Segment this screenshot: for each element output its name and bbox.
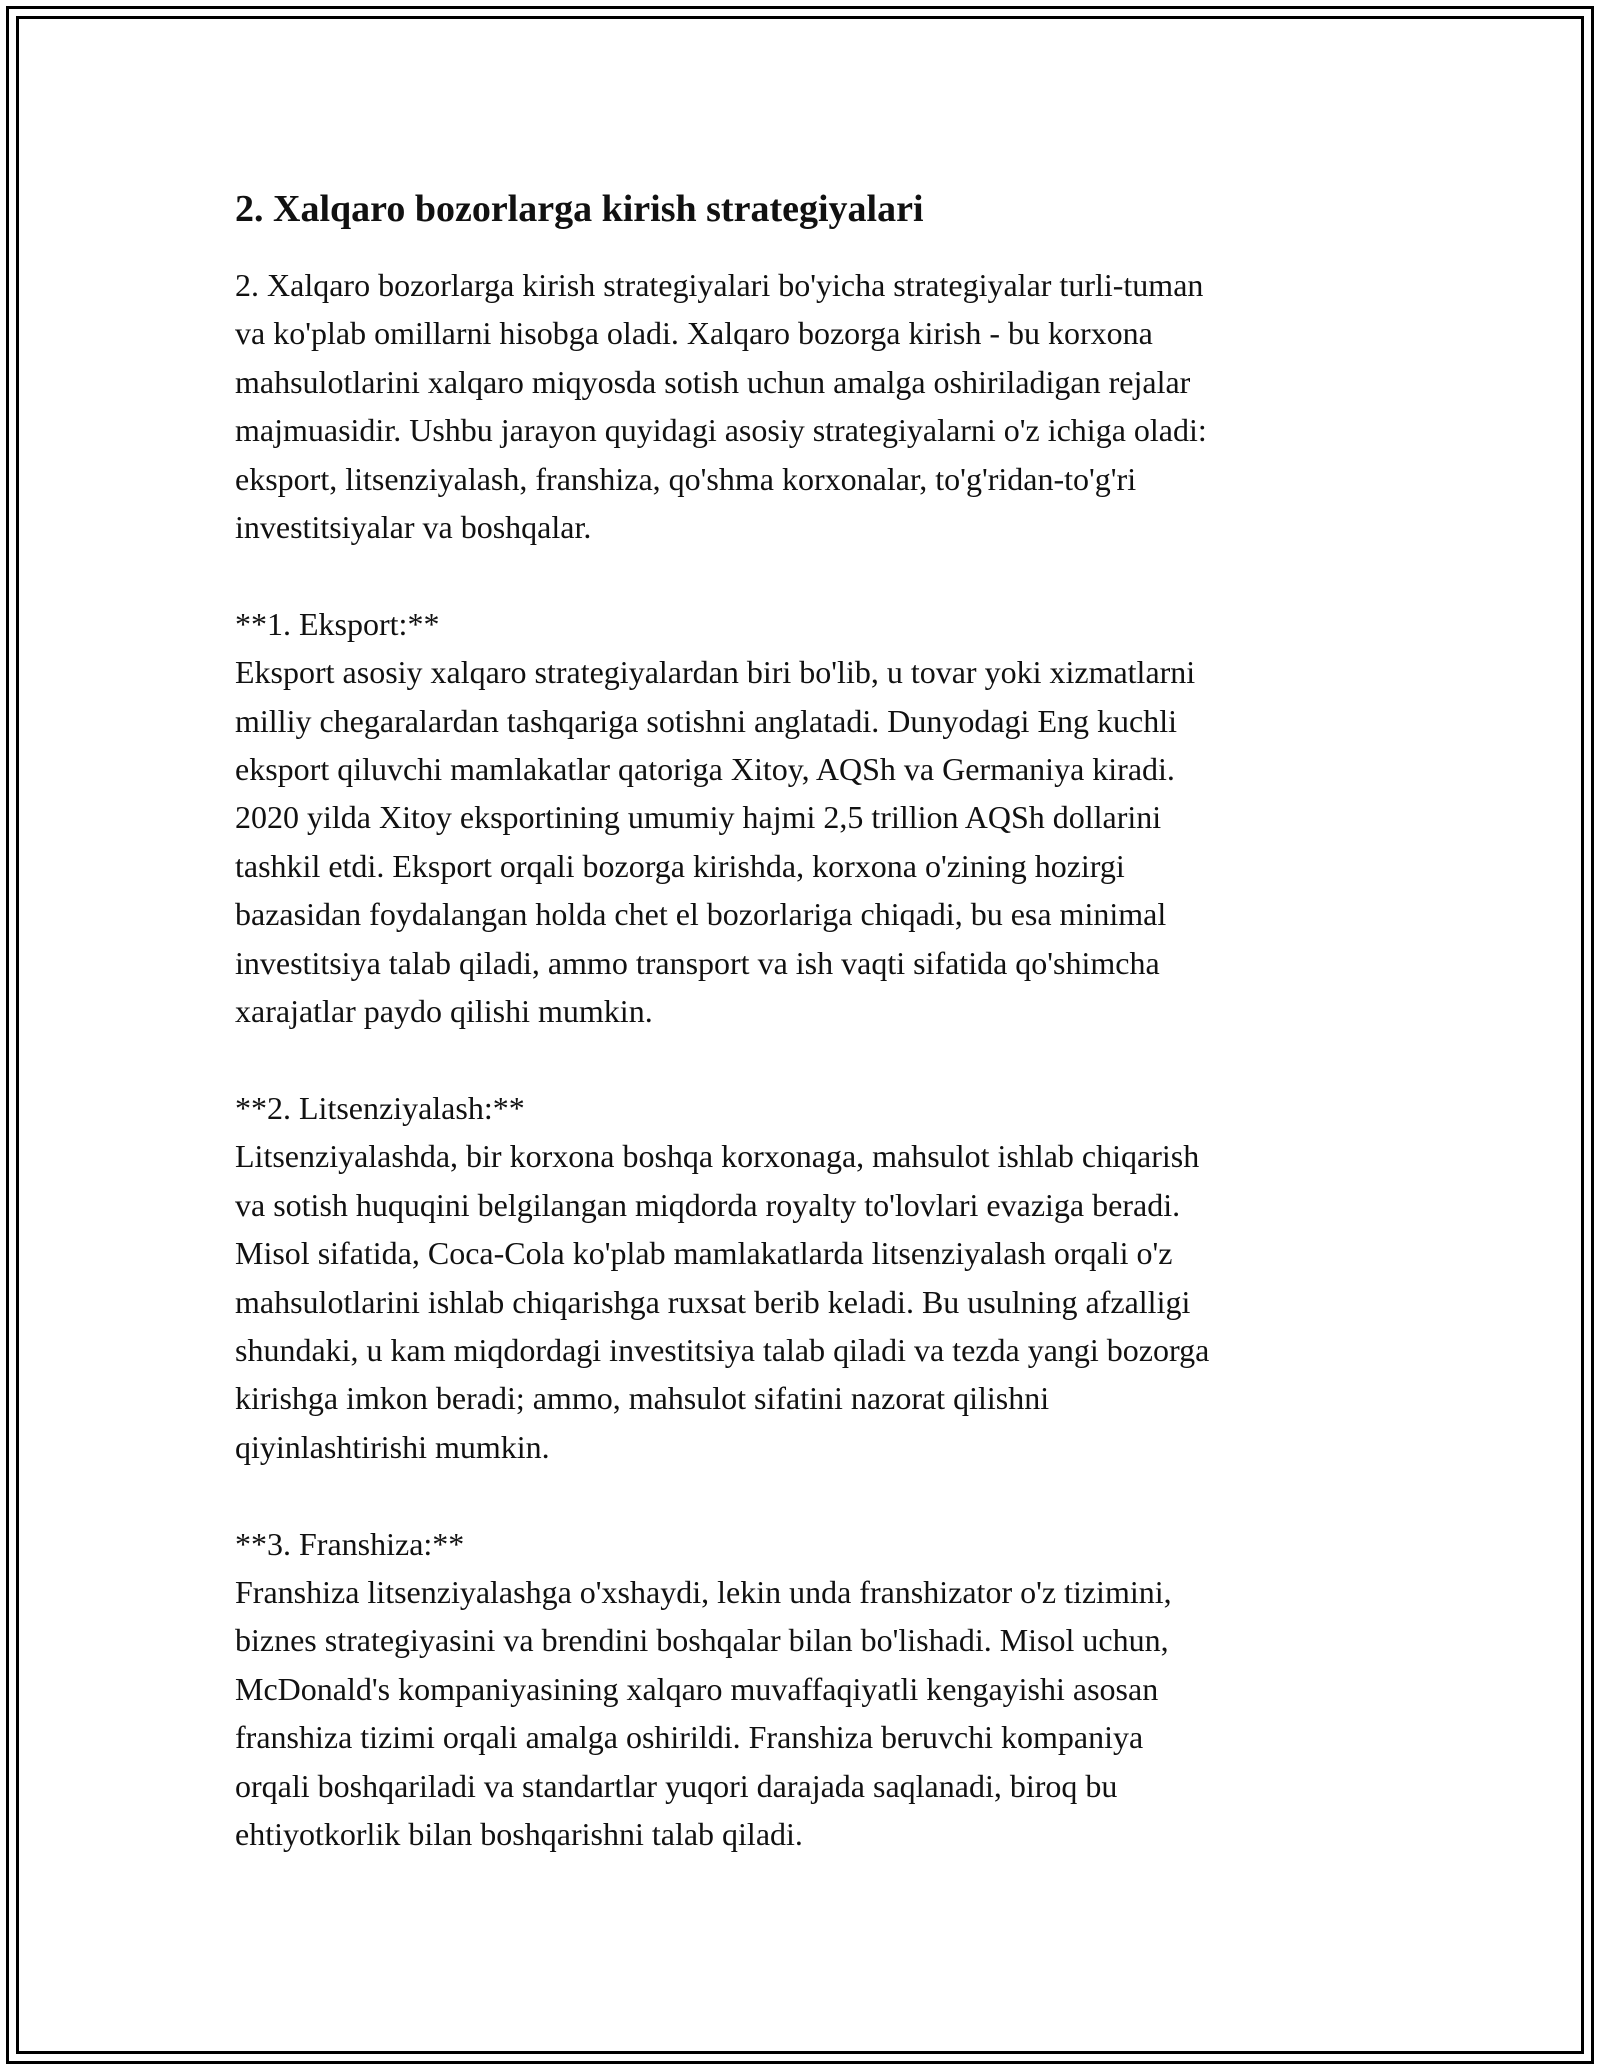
section-export xyxy=(235,600,1375,1036)
document-body xyxy=(235,185,1375,1858)
section-franchise xyxy=(235,1520,1375,1859)
section-body-export: Eksport asosiy xalqaro strategiyalardan biri bo'lib, u tovar yoki xizmatlarni milliy chegaralardan tashqariga sotishni anglatadi. Dunyodagi Eng kuchli eksport qiluvchi mamlakatlar qatoriga Xitoy, AQSh va Germaniya kiradi. 2020 yilda Xitoy eksportining umumiy hajmi 2,5 trillion AQSh dollarini tashkil etdi. Eksport orqali bozorga kirishda, korxona o'zining hozirgi bazasidan foydalangan holda chet el bozorlariga chiqadi, bu esa minimal investitsiya talab qiladi, ammo transport va ish vaqti sifatida qo'shimcha xarajatlar paydo qilishi mumkin. xyxy=(235,654,1196,1030)
section-body-licensing: Litsenziyalashda, bir korxona boshqa korxonaga, mahsulot ishlab chiqarish va sotish huquqini belgilangan miqdorda royalty to'lovlari evaziga beradi. Misol sifatida, Coca-Cola ko'plab mamlakatlarda litsenziyalash orqali o'z mahsulotlarini ishlab chiqarishga ruxsat berib keladi. Bu usulning afzalligi shundaki, u kam miqdordagi investitsiya talab qiladi va tezda yangi bozorga kirishga imkon beradi; ammo, mahsulot sifatini nazorat qilishni qiyinlashtirishi mumkin. xyxy=(235,1138,1210,1465)
intro-paragraph: 2. Xalqaro bozorlarga kirish strategiyalari bo'yicha strategiyalar turli-tuman va ko'plab omillarni hisobga oladi. Xalqaro bozorga kirish - bu korxona mahsulotlarini xalqaro miqyosda sotish uchun amalga oshiriladigan rejalar majmuasidir. Ushbu jarayon quyidagi asosiy strategiyalarni o'z ichiga oladi: eksport, litsenziyalash, franshiza, qo'shma korxonalar, to'g'ridan-to'g'ri investitsiyalar va boshqalar. xyxy=(235,267,1207,546)
section-heading-licensing: **2. Litsenziyalash:** xyxy=(235,1089,525,1126)
section-licensing xyxy=(235,1084,1375,1471)
page-title: 2. Xalqaro bozorlarga kirish strategiyalari xyxy=(235,188,924,230)
section-heading-franchise: **3. Franshiza:** xyxy=(235,1525,465,1562)
section-heading-export: **1. Eksport:** xyxy=(235,605,440,642)
section-body-franchise: Franshiza litsenziyalashga o'xshaydi, lekin unda franshizator o'z tizimini, biznes strategiyasini va brendini boshqalar bilan bo'lishadi. Misol uchun, McDonald's kompaniyasining xalqaro muvaffaqiyatli kengayishi asosan franshiza tizimi orqali amalga oshirildi. Franshiza beruvchi kompaniya orqali boshqariladi va standartlar yuqori darajada saqlanadi, biroq bu ehtiyotkorlik bilan boshqarishni talab qiladi. xyxy=(235,1573,1172,1852)
